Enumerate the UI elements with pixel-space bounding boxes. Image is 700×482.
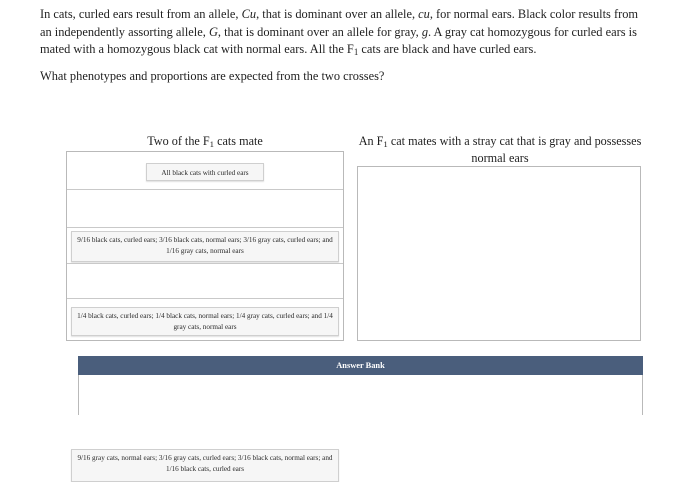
question-part: cats are black and have curled ears.: [358, 42, 537, 56]
answer-tile[interactable]: 9/16 gray cats, normal ears; 3/16 gray cats, curled ears; 3/16 black cats, normal ears; and 1/16 black cats, curled ears: [71, 449, 339, 482]
allele-symbol: g: [421, 24, 429, 39]
subscript: 1: [209, 139, 215, 150]
answer-row: [67, 299, 343, 473]
allele-symbol: G: [208, 24, 218, 39]
column-header-f1-cross: [66, 133, 344, 150]
answer-tile[interactable]: All black cats with curled ears: [146, 163, 264, 181]
dropzone-stray-cross[interactable]: [357, 166, 641, 341]
column-header-stray-cross: [355, 133, 645, 167]
subscript: 1: [383, 139, 388, 150]
question-part: . A gray cat homozygous for curled ears is mated with a homozygous black cat with normal ears. All the F: [40, 24, 637, 56]
answer-row: [67, 264, 343, 299]
question-part: , that is dominant over an allele for gray,: [217, 24, 422, 39]
question-part: , for normal ears. Black color results from an independently assorting allele,: [40, 7, 639, 39]
header-text: cat mates with a stray cat that is gray and possesses normal ears: [387, 134, 642, 165]
allele-symbol: cu: [418, 7, 430, 21]
subscript: 1: [353, 47, 359, 58]
dropzone-f1-cross[interactable]: [66, 151, 344, 473]
answer-tile[interactable]: 9/16 black cats, curled ears; 3/16 black cats, normal ears; 3/16 gray cats, curled ears; and 1/16 gray cats, normal ears: [71, 231, 339, 262]
header-text: cats mate: [214, 134, 263, 148]
answer-bank-header: Answer Bank: [78, 356, 643, 375]
question-part: , that is dominant over an allele,: [256, 7, 419, 21]
answer-row: [67, 190, 343, 255]
allele-symbol: Cu: [241, 7, 257, 21]
header-text: Two of the F: [147, 134, 210, 148]
answer-bank[interactable]: [78, 375, 643, 415]
question-part: In cats, curled ears result from an allele,: [40, 7, 242, 21]
prompt-text: What phenotypes and proportions are expected from the two crosses?: [40, 69, 385, 83]
answer-row: [67, 152, 343, 190]
answer-tile[interactable]: 1/4 black cats, curled ears; 1/4 black cats, normal ears; 1/4 gray cats, curled ears; and 1/4 gray cats, normal ears: [71, 307, 339, 336]
question-text: [40, 6, 652, 59]
answer-row: [67, 228, 343, 331]
header-text: An F: [358, 134, 384, 148]
